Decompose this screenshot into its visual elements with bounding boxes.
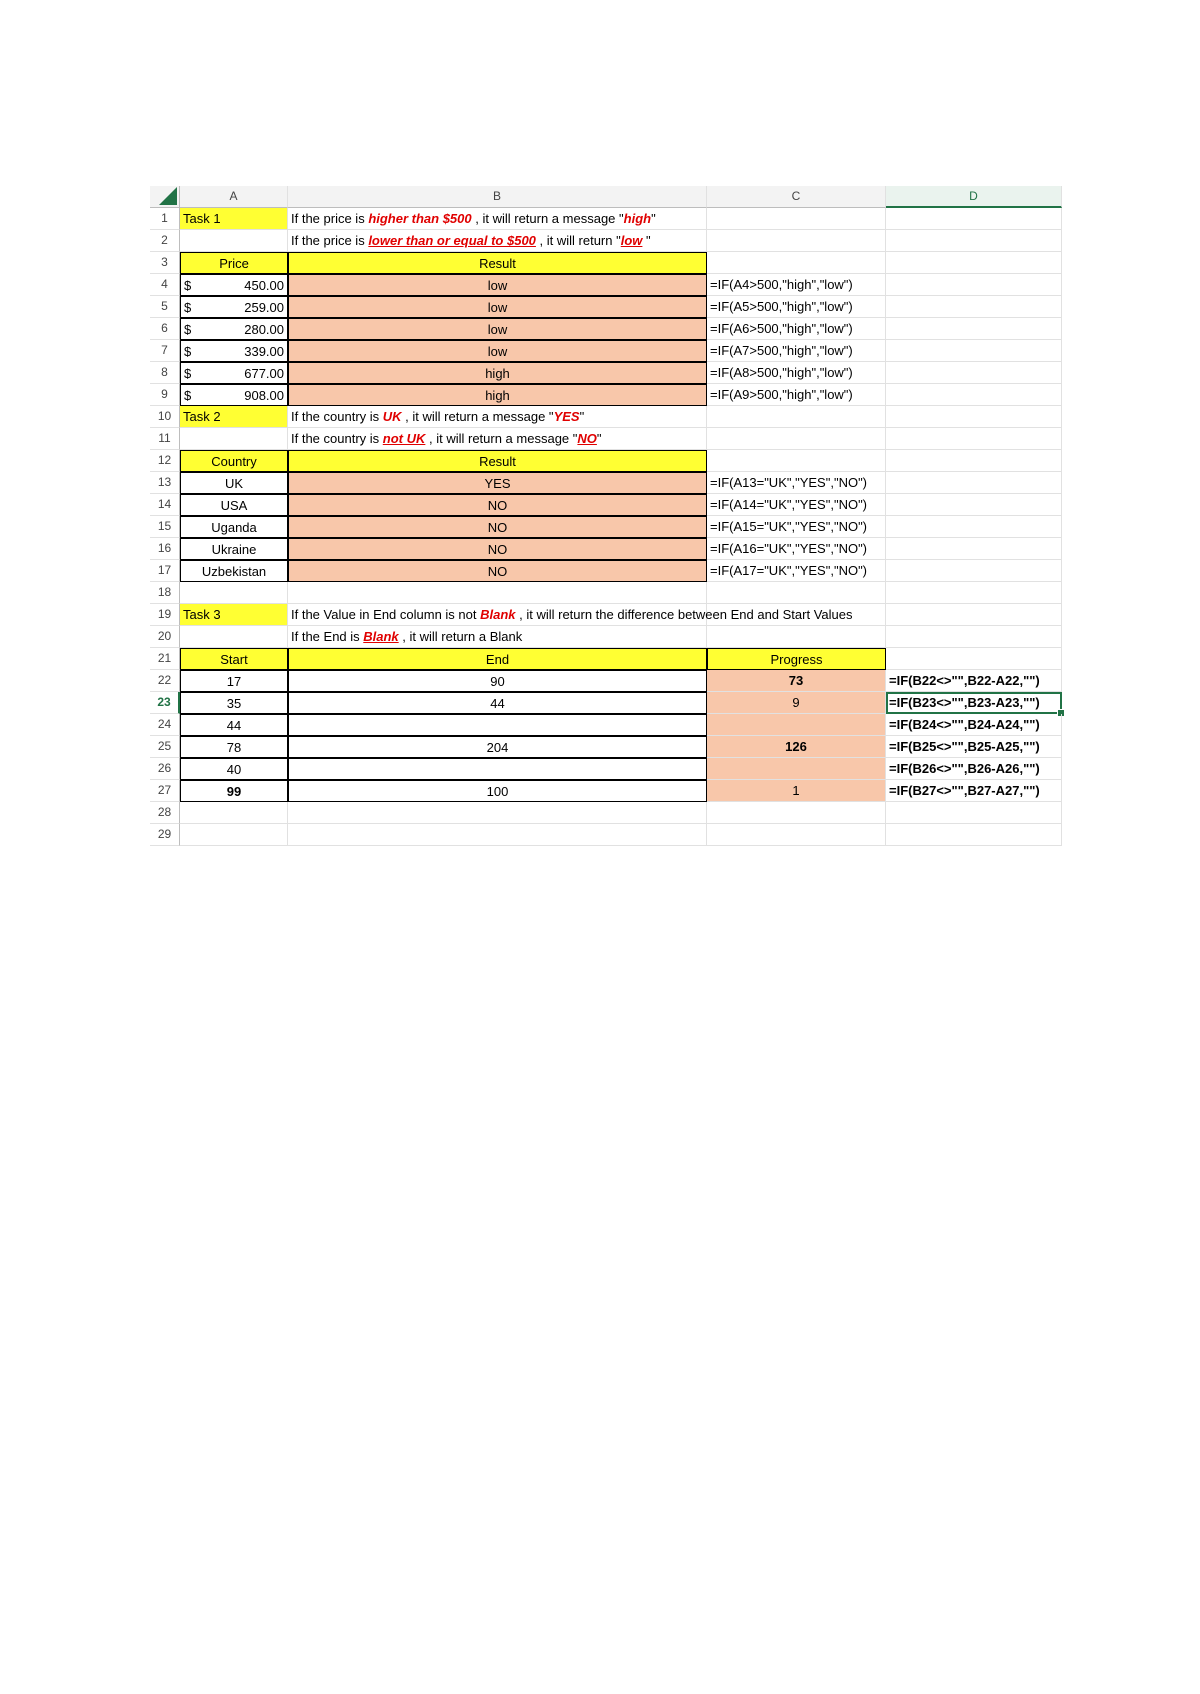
- result-cell[interactable]: NO: [288, 560, 707, 582]
- sheet-row: [150, 824, 1062, 846]
- text: ": [579, 409, 585, 424]
- sheet-row: [150, 208, 1062, 230]
- price-cell[interactable]: [180, 362, 288, 384]
- cell[interactable]: [886, 252, 1062, 274]
- emphasis-text: high: [623, 211, 652, 226]
- cell[interactable]: [707, 230, 886, 252]
- start-cell[interactable]: 17: [180, 670, 288, 692]
- currency-symbol: $: [184, 388, 192, 403]
- end-cell[interactable]: 100: [288, 780, 707, 802]
- formula-cell[interactable]: =IF(B25<>"",B25-A25,""): [886, 736, 1062, 758]
- cell[interactable]: [707, 406, 886, 428]
- currency-symbol: $: [184, 322, 192, 337]
- formula-cell[interactable]: =IF(B22<>"",B22-A22,""): [886, 670, 1062, 692]
- sheet-row: [150, 428, 1062, 450]
- text: , it will return a message ": [471, 211, 624, 226]
- text: ": [596, 431, 602, 446]
- cell[interactable]: [886, 208, 1062, 230]
- cell[interactable]: [886, 626, 1062, 648]
- cell[interactable]: [707, 450, 886, 472]
- emphasis-text: NO: [577, 431, 597, 446]
- result-cell[interactable]: low: [288, 318, 707, 340]
- formula-text: =IF(B23<>"",B23-A23,""): [889, 695, 1040, 710]
- end-header[interactable]: End: [288, 648, 707, 670]
- start-cell[interactable]: 78: [180, 736, 288, 758]
- price-value: 280.00: [244, 322, 284, 337]
- row-header[interactable]: 28: [150, 802, 180, 824]
- task3-title-cell[interactable]: Task 3: [180, 604, 288, 626]
- currency-symbol: $: [184, 344, 192, 359]
- active-formula-cell[interactable]: [886, 692, 1062, 714]
- price-value: 450.00: [244, 278, 284, 293]
- price-cell[interactable]: [180, 274, 288, 296]
- cell[interactable]: [180, 230, 288, 252]
- cell[interactable]: [886, 362, 1062, 384]
- emphasis-text: Blank: [363, 629, 399, 644]
- end-cell[interactable]: 90: [288, 670, 707, 692]
- formula-cell[interactable]: =IF(A15="UK","YES","NO"): [707, 516, 886, 538]
- row-header[interactable]: 25: [150, 736, 180, 758]
- country-cell[interactable]: Ukraine: [180, 538, 288, 560]
- country-header[interactable]: Country: [180, 450, 288, 472]
- task3-instruction-1[interactable]: [288, 604, 853, 626]
- text: , it will return the difference between End and Start Values: [515, 607, 853, 622]
- sheet-row: [150, 252, 1062, 274]
- currency-symbol: $: [184, 278, 192, 293]
- end-cell[interactable]: [288, 714, 707, 736]
- sheet-row: [150, 406, 1062, 428]
- emphasis-text: low: [620, 233, 643, 248]
- cell[interactable]: [886, 340, 1062, 362]
- price-value: 677.00: [244, 366, 284, 381]
- cell[interactable]: [886, 824, 1062, 846]
- cell[interactable]: [288, 824, 707, 846]
- table-row: [150, 472, 1062, 494]
- row-header[interactable]: 3: [150, 252, 180, 274]
- row-header[interactable]: 20: [150, 626, 180, 648]
- table-row: [150, 560, 1062, 582]
- cell[interactable]: [886, 384, 1062, 406]
- currency-symbol: $: [184, 300, 192, 315]
- result-cell[interactable]: NO: [288, 494, 707, 516]
- end-cell[interactable]: 204: [288, 736, 707, 758]
- progress-cell[interactable]: [707, 714, 886, 736]
- column-header-row: [150, 186, 1062, 208]
- task1-instruction-2[interactable]: [288, 230, 707, 252]
- start-header[interactable]: Start: [180, 648, 288, 670]
- table-row: [150, 538, 1062, 560]
- text: , it will return a message ": [401, 409, 554, 424]
- row-header[interactable]: 8: [150, 362, 180, 384]
- cell[interactable]: [886, 230, 1062, 252]
- formula-cell[interactable]: =IF(A6>500,"high","low"): [707, 318, 886, 340]
- row-header[interactable]: 9: [150, 384, 180, 406]
- column-header-b[interactable]: B: [288, 186, 707, 208]
- result-cell[interactable]: YES: [288, 472, 707, 494]
- row-header[interactable]: 27: [150, 780, 180, 802]
- cell[interactable]: [180, 824, 288, 846]
- start-cell[interactable]: 35: [180, 692, 288, 714]
- formula-cell[interactable]: =IF(A16="UK","YES","NO"): [707, 538, 886, 560]
- select-all-corner[interactable]: [150, 186, 180, 208]
- cell[interactable]: [886, 516, 1062, 538]
- emphasis-text: UK: [382, 409, 402, 424]
- table-row: [150, 670, 1062, 692]
- text: ": [651, 211, 656, 226]
- cell[interactable]: [886, 318, 1062, 340]
- cell[interactable]: [886, 428, 1062, 450]
- result-cell[interactable]: high: [288, 362, 707, 384]
- sheet-row: [150, 582, 1062, 604]
- cell[interactable]: [886, 296, 1062, 318]
- row-header[interactable]: 4: [150, 274, 180, 296]
- table-row: [150, 780, 1062, 802]
- cell[interactable]: [180, 802, 288, 824]
- cell[interactable]: [707, 626, 886, 648]
- progress-cell[interactable]: 9: [707, 692, 886, 714]
- row-header[interactable]: 10: [150, 406, 180, 428]
- price-header[interactable]: Price: [180, 252, 288, 274]
- start-cell[interactable]: 44: [180, 714, 288, 736]
- currency-symbol: $: [184, 366, 192, 381]
- row-header[interactable]: 2: [150, 230, 180, 252]
- task1-title-cell[interactable]: Task 1: [180, 208, 288, 230]
- formula-cell[interactable]: =IF(A4>500,"high","low"): [707, 274, 886, 296]
- result-cell[interactable]: low: [288, 274, 707, 296]
- table-row: [150, 384, 1062, 406]
- spreadsheet-grid: [150, 186, 1062, 846]
- table-row: [150, 340, 1062, 362]
- table-row: [150, 494, 1062, 516]
- result-header[interactable]: Result: [288, 252, 707, 274]
- price-cell[interactable]: [180, 340, 288, 362]
- end-cell[interactable]: [288, 758, 707, 780]
- cell[interactable]: [886, 494, 1062, 516]
- emphasis-text: YES: [553, 409, 580, 424]
- column-header-a[interactable]: A: [180, 186, 288, 208]
- cell[interactable]: [886, 274, 1062, 296]
- price-cell[interactable]: [180, 296, 288, 318]
- cell[interactable]: [707, 824, 886, 846]
- country-cell[interactable]: Uganda: [180, 516, 288, 538]
- row-header[interactable]: 24: [150, 714, 180, 736]
- progress-cell[interactable]: 1: [707, 780, 886, 802]
- start-cell[interactable]: 99: [180, 780, 288, 802]
- sheet-row: [150, 626, 1062, 648]
- row-header[interactable]: 19: [150, 604, 180, 626]
- emphasis-text: higher than $500: [368, 211, 472, 226]
- table-row: [150, 736, 1062, 758]
- emphasis-text: Blank: [480, 607, 516, 622]
- task3-instruction-2[interactable]: [288, 626, 707, 648]
- emphasis-text: lower than or equal to $500: [368, 233, 536, 248]
- price-cell[interactable]: [180, 318, 288, 340]
- country-cell[interactable]: USA: [180, 494, 288, 516]
- row-header[interactable]: 17: [150, 560, 180, 582]
- formula-cell[interactable]: =IF(B24<>"",B24-A24,""): [886, 714, 1062, 736]
- formula-cell[interactable]: =IF(A7>500,"high","low"): [707, 340, 886, 362]
- task2-title-cell[interactable]: Task 2: [180, 406, 288, 428]
- row-header[interactable]: 15: [150, 516, 180, 538]
- cell[interactable]: [886, 604, 1062, 626]
- start-cell[interactable]: 40: [180, 758, 288, 780]
- text: , it will return a Blank: [398, 629, 523, 644]
- sheet-row: [150, 230, 1062, 252]
- row-header[interactable]: 5: [150, 296, 180, 318]
- sheet-row: [150, 604, 1062, 626]
- formula-cell[interactable]: =IF(A8>500,"high","low"): [707, 362, 886, 384]
- row-header[interactable]: 29: [150, 824, 180, 846]
- text: If the price is: [291, 233, 369, 248]
- table-row: [150, 516, 1062, 538]
- cell[interactable]: [707, 428, 886, 450]
- price-cell[interactable]: [180, 384, 288, 406]
- cell[interactable]: [886, 406, 1062, 428]
- row-header[interactable]: 26: [150, 758, 180, 780]
- row-header[interactable]: 12: [150, 450, 180, 472]
- text: , it will return a message ": [425, 431, 578, 446]
- row-header[interactable]: 7: [150, 340, 180, 362]
- row-header[interactable]: 18: [150, 582, 180, 604]
- price-value: 339.00: [244, 344, 284, 359]
- text: , it will return ": [535, 233, 621, 248]
- end-cell[interactable]: 44: [288, 692, 707, 714]
- cell[interactable]: [288, 582, 707, 604]
- formula-cell[interactable]: =IF(B27<>"",B27-A27,""): [886, 780, 1062, 802]
- result-cell[interactable]: NO: [288, 516, 707, 538]
- formula-cell[interactable]: =IF(A17="UK","YES","NO"): [707, 560, 886, 582]
- cell[interactable]: [886, 648, 1062, 670]
- select-all-icon: [159, 187, 177, 205]
- sheet-row: [150, 450, 1062, 472]
- cell[interactable]: [288, 802, 707, 824]
- task2-instruction-2[interactable]: [288, 428, 707, 450]
- text: If the End is: [291, 629, 364, 644]
- row-header[interactable]: 14: [150, 494, 180, 516]
- text: ": [642, 233, 651, 248]
- formula-cell[interactable]: =IF(A9>500,"high","low"): [707, 384, 886, 406]
- cell[interactable]: [886, 538, 1062, 560]
- text: If the country is: [291, 431, 383, 446]
- progress-cell[interactable]: 73: [707, 670, 886, 692]
- cell[interactable]: [180, 582, 288, 604]
- table-row: [150, 318, 1062, 340]
- row-header[interactable]: 21: [150, 648, 180, 670]
- cell[interactable]: [886, 560, 1062, 582]
- formula-cell[interactable]: =IF(A14="UK","YES","NO"): [707, 494, 886, 516]
- text: If the price is: [291, 211, 369, 226]
- table-row: [150, 714, 1062, 736]
- row-header[interactable]: 11: [150, 428, 180, 450]
- price-value: 908.00: [244, 388, 284, 403]
- cell[interactable]: [180, 428, 288, 450]
- table-row: [150, 274, 1062, 296]
- price-value: 259.00: [244, 300, 284, 315]
- cell[interactable]: [180, 626, 288, 648]
- row-header[interactable]: 16: [150, 538, 180, 560]
- cell[interactable]: [886, 472, 1062, 494]
- cell[interactable]: [707, 582, 886, 604]
- column-header-d[interactable]: D: [886, 186, 1062, 208]
- progress-cell[interactable]: [707, 758, 886, 780]
- cell[interactable]: [886, 582, 1062, 604]
- cell[interactable]: [707, 604, 886, 626]
- row-header-active[interactable]: 23: [150, 692, 180, 714]
- cell[interactable]: [707, 802, 886, 824]
- emphasis-text: not UK: [382, 431, 426, 446]
- row-header[interactable]: 6: [150, 318, 180, 340]
- text: If the country is: [291, 409, 383, 424]
- table-row: [150, 758, 1062, 780]
- result-header[interactable]: Result: [288, 450, 707, 472]
- progress-header[interactable]: Progress: [707, 648, 886, 670]
- country-cell[interactable]: UK: [180, 472, 288, 494]
- formula-cell[interactable]: =IF(B26<>"",B26-A26,""): [886, 758, 1062, 780]
- row-header[interactable]: 13: [150, 472, 180, 494]
- row-header[interactable]: 1: [150, 208, 180, 230]
- task2-instruction-1[interactable]: [288, 406, 707, 428]
- sheet-row: [150, 648, 1062, 670]
- result-cell[interactable]: NO: [288, 538, 707, 560]
- cell[interactable]: [886, 450, 1062, 472]
- cell[interactable]: [707, 252, 886, 274]
- sheet-row: [150, 802, 1062, 824]
- task1-instruction-1[interactable]: [288, 208, 707, 230]
- text: If the Value in End column is not: [291, 607, 481, 622]
- row-header[interactable]: 22: [150, 670, 180, 692]
- table-row: [150, 296, 1062, 318]
- column-header-c[interactable]: C: [707, 186, 886, 208]
- progress-cell[interactable]: 126: [707, 736, 886, 758]
- result-cell[interactable]: low: [288, 296, 707, 318]
- country-cell[interactable]: Uzbekistan: [180, 560, 288, 582]
- formula-cell[interactable]: =IF(A5>500,"high","low"): [707, 296, 886, 318]
- result-cell[interactable]: high: [288, 384, 707, 406]
- table-row: [150, 692, 1062, 714]
- formula-cell[interactable]: =IF(A13="UK","YES","NO"): [707, 472, 886, 494]
- cell[interactable]: [886, 802, 1062, 824]
- result-cell[interactable]: low: [288, 340, 707, 362]
- cell[interactable]: [707, 208, 886, 230]
- table-row: [150, 362, 1062, 384]
